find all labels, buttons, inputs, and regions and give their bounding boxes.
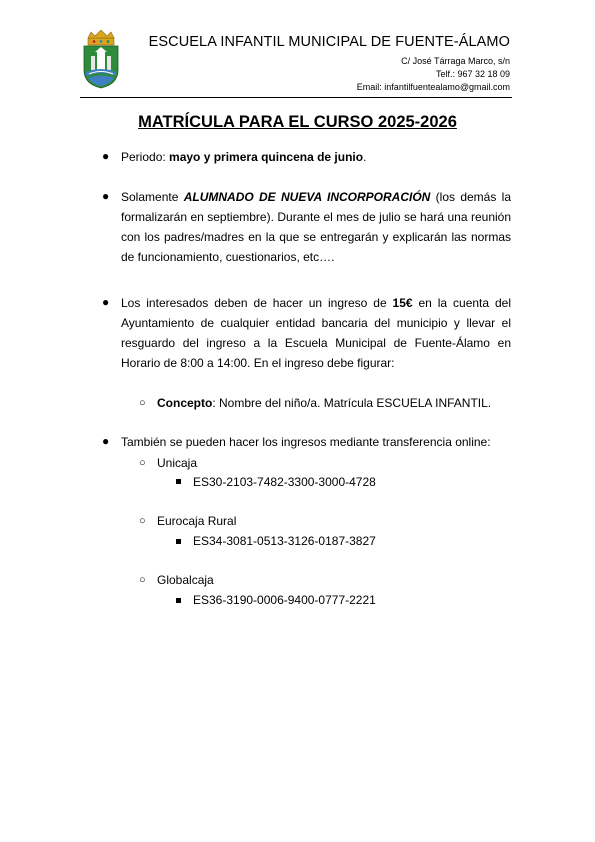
- bank-name: Globalcaja: [157, 573, 214, 587]
- transfer-item: También se pueden hacer los ingresos mediante transferencia online:: [121, 435, 491, 449]
- period-item: [121, 147, 511, 167]
- school-address: C/ José Tárraga Marco, s/n: [401, 56, 510, 66]
- payment-amount: 15€: [392, 296, 413, 310]
- letterhead: [80, 28, 510, 90]
- circle-bullet-icon: ○: [139, 397, 146, 409]
- square-bullet-icon: [176, 598, 181, 603]
- new-students-after: (los demás la formalizarán en septiembre). Durante el mes de julio se hará una reunión con los padres/madres en la que se entregarán y explicarán las normas de funcionamiento, cuestionarios, etc….: [121, 190, 512, 264]
- bullet-icon: ●: [102, 189, 110, 203]
- bank-iban: ES36-3190-0006-9400-0777-2221: [193, 593, 376, 607]
- school-email: Email: infantilfuentealamo@gmail.com: [356, 82, 510, 92]
- period-value: mayo y primera quincena de junio: [169, 150, 364, 164]
- new-students-emphasis: ALUMNADO DE NUEVA INCORPORACIÓN: [183, 190, 431, 204]
- header-divider: [80, 97, 512, 98]
- new-students-before: Solamente: [121, 190, 184, 204]
- square-bullet-icon: [176, 539, 181, 544]
- bullet-icon: ●: [102, 434, 110, 448]
- municipal-crest-logo: [80, 30, 122, 90]
- new-students-item: [121, 187, 511, 267]
- bank-name: Eurocaja Rural: [157, 514, 237, 528]
- bullet-icon: ●: [102, 149, 110, 163]
- school-name: ESCUELA INFANTIL MUNICIPAL DE FUENTE-ÁLAMO: [148, 34, 510, 50]
- concept-text: : Nombre del niño/a. Matrícula ESCUELA INFANTIL.: [212, 396, 492, 410]
- circle-bullet-icon: ○: [139, 457, 146, 469]
- concept-item: [157, 396, 491, 410]
- school-phone: Telf.: 967 32 18 09: [435, 69, 510, 79]
- payment-before: Los interesados deben de hacer un ingreso de: [121, 296, 393, 310]
- bullet-icon: ●: [102, 295, 110, 309]
- payment-after: en la cuenta del Ayuntamiento de cualquier entidad bancaria del municipio y llevar el resguardo del ingreso a la Escuela Municipal de Fuente-Álamo en Horario de 8:00 a 14:00. En el ingreso debe figurar:: [121, 296, 511, 370]
- bank-name: Unicaja: [157, 456, 198, 470]
- period-label: Periodo:: [121, 150, 170, 164]
- concept-label: Concepto: [157, 396, 213, 410]
- bank-iban: ES34-3081-0513-3126-0187-3827: [193, 534, 376, 548]
- payment-item: [121, 293, 511, 373]
- page-title: MATRÍCULA PARA EL CURSO 2025-2026: [138, 113, 457, 131]
- bank-iban: ES30-2103-7482-3300-3000-4728: [193, 475, 376, 489]
- circle-bullet-icon: ○: [139, 515, 146, 527]
- period-end: .: [363, 150, 367, 164]
- circle-bullet-icon: ○: [139, 574, 146, 586]
- square-bullet-icon: [176, 479, 181, 484]
